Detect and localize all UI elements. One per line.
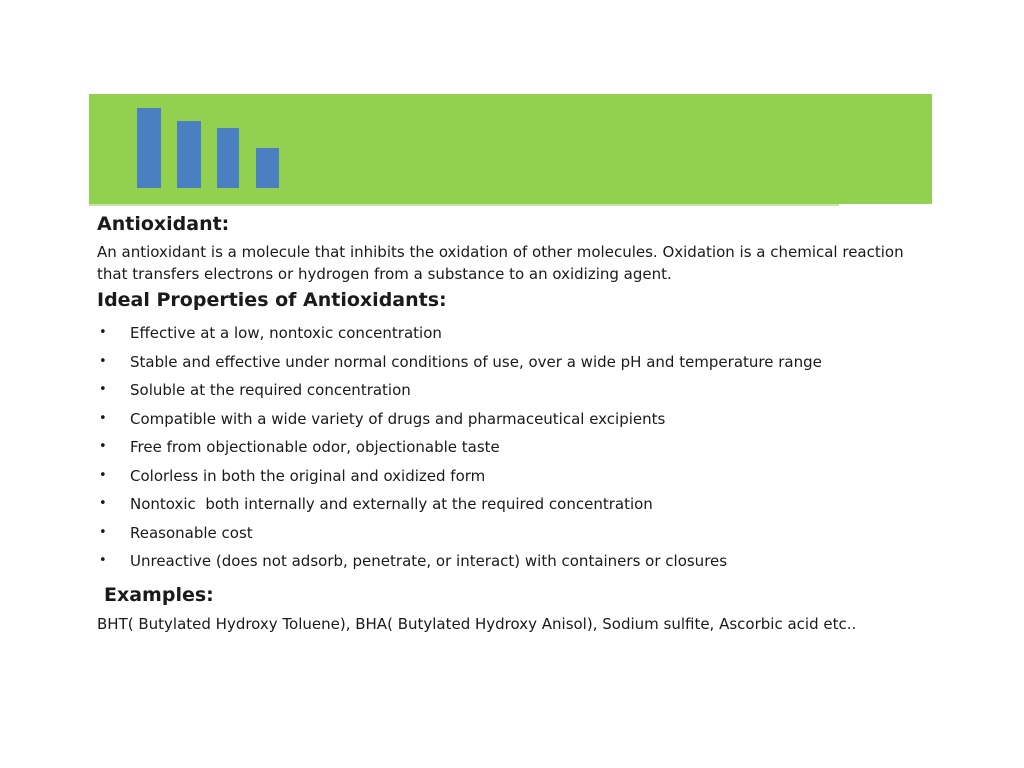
antioxidant-heading: Antioxidant: <box>97 213 230 235</box>
ideal-properties-heading: Ideal Properties of Antioxidants: <box>97 289 447 311</box>
list-item: • Compatible with a wide variety of drugs and pharmaceutical excipients <box>97 405 937 434</box>
decorative-bar-2 <box>177 121 201 188</box>
list-item: • Unreactive (does not adsorb, penetrate, or interact) with containers or closures <box>97 547 937 576</box>
list-item: • Free from objectionable odor, objectionable taste <box>97 433 937 462</box>
banner-divider <box>89 204 839 206</box>
bullet-icon: • <box>99 439 107 454</box>
bullet-icon: • <box>99 553 107 568</box>
bullet-icon: • <box>99 353 107 369</box>
list-item: • Effective at a low, nontoxic concentration <box>97 319 937 348</box>
list-item: • Colorless in both the original and oxidized form <box>97 462 937 491</box>
list-item: • Stable and effective under normal conditions of use, over a wide pH and temperature range <box>97 348 937 377</box>
antioxidant-definition: An antioxidant is a molecule that inhibits the oxidation of other molecules. Oxidation is a chemical reaction that transfers electrons or hydrogen from a substance to an oxidizing agent. <box>97 243 904 283</box>
list-item: • Reasonable cost <box>97 519 937 548</box>
bullet-icon: • <box>99 496 107 511</box>
decorative-bar-4 <box>256 148 279 188</box>
bullet-icon: • <box>99 410 107 426</box>
slide-content <box>97 211 937 651</box>
decorative-bar-1 <box>137 108 161 188</box>
list-item: • Nontoxic both internally and externally at the required concentration <box>97 490 937 519</box>
bullet-icon: • <box>99 325 107 340</box>
list-item: • Soluble at the required concentration <box>97 376 937 405</box>
examples-heading: Examples: <box>104 583 214 606</box>
ideal-properties-list <box>97 319 937 576</box>
examples-text: BHT( Butylated Hydroxy Toluene), BHA( Butylated Hydroxy Anisol), Sodium sulfite, Ascorbic acid etc.. <box>97 614 857 633</box>
bullet-icon: • <box>99 382 107 397</box>
bullet-icon: • <box>99 467 107 483</box>
decorative-bar-3 <box>217 128 239 188</box>
header-banner <box>89 94 932 204</box>
bullet-icon: • <box>99 524 107 540</box>
